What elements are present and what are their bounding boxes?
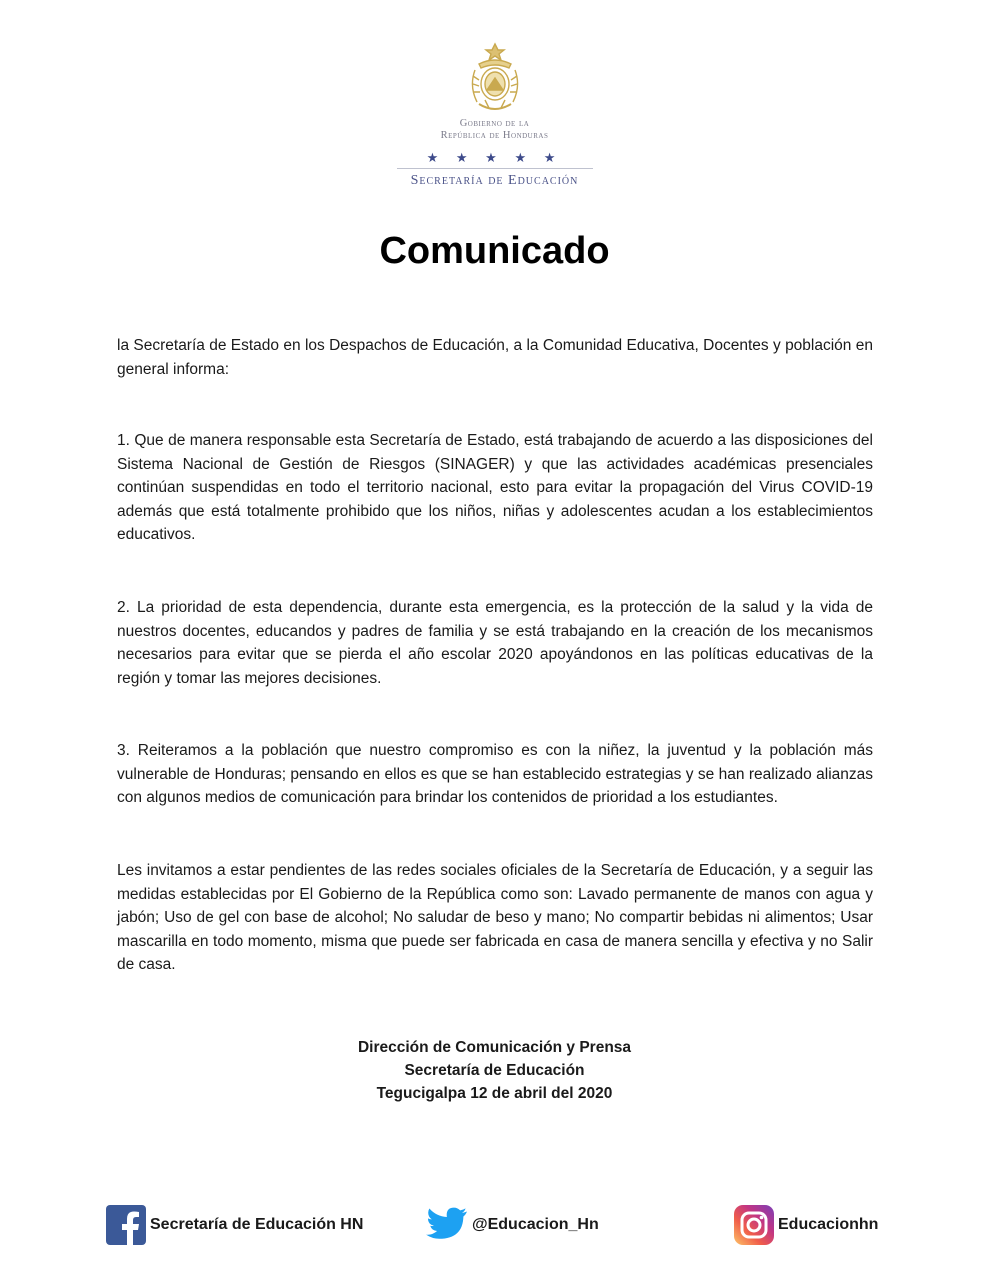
stars-row: ★ ★ ★ ★ ★ bbox=[426, 150, 563, 165]
twitter-link[interactable] bbox=[426, 1204, 599, 1246]
instagram-label: Educacionhn bbox=[778, 1216, 879, 1233]
signature-date: Tegucigalpa 12 de abril del 2020 bbox=[376, 1085, 613, 1102]
instagram-icon bbox=[734, 1205, 774, 1245]
twitter-icon bbox=[426, 1207, 468, 1243]
twitter-label: @Educacion_Hn bbox=[472, 1216, 599, 1233]
ministry-name: Secretaría de Educación bbox=[410, 173, 579, 188]
point-2-paragraph: 2. La prioridad de esta dependencia, durante esta emergencia, es la protección de la salud y la vida de nuestros docentes, educandos y padres de familia y se está trabajando en la creación de los mecanismos necesarios para evitar que se pierda el año escolar 2020 apoyándonos en las políticas educativas de la región y tomar las mejores decisiones. bbox=[117, 599, 873, 687]
point-3-paragraph: 3. Reiteramos a la población que nuestro compromiso es con la niñez, la juventud y la población más vulnerable de Honduras; pensando en ellos es que se han establecido estrategias y se han realizado alianzas con algunos medios de comunicación para brindar los contenidos de prioridad a los estudiantes. bbox=[117, 742, 873, 806]
header-divider bbox=[397, 168, 593, 169]
document-title: Comunicado bbox=[379, 230, 610, 272]
government-line-2: República de Honduras bbox=[440, 130, 549, 141]
facebook-link[interactable] bbox=[106, 1204, 363, 1246]
signature-department: Dirección de Comunicación y Prensa bbox=[357, 1039, 632, 1056]
facebook-label: Secretaría de Educación HN bbox=[150, 1216, 364, 1233]
instagram-link[interactable] bbox=[734, 1204, 878, 1246]
point-1-paragraph: 1. Que de manera responsable esta Secretaría de Estado, está trabajando de acuerdo a las disposiciones del Sistema Nacional de Gestión de Riesgos (SINAGER) y que las actividades académicas presenciales continúan suspendidas en todo el territorio nacional, esto para evitar la propagación del Virus COVID-19 además que está totalmente prohibido que los niños, niñas y adolescentes acudan a los establecimientos educativos. bbox=[117, 432, 873, 543]
facebook-icon bbox=[106, 1205, 146, 1245]
signature-ministry: Secretaría de Educación bbox=[404, 1062, 585, 1079]
closing-paragraph: Les invitamos a estar pendientes de las redes sociales oficiales de la Secretaría de Educación, y a seguir las medidas establecidas por El Gobierno de la República como son: Lavado permanente de manos con agua y jabón; Uso de gel con base de alcohol; No saludar de beso y mano; No compartir bebidas ni alimentos; Usar mascarilla en todo momento, misma que puede ser fabricada en casa de manera sencilla y efectiva y no Salir de casa. bbox=[117, 862, 873, 973]
letterhead bbox=[0, 40, 989, 189]
signature-block bbox=[0, 1036, 989, 1105]
intro-paragraph: la Secretaría de Estado en los Despachos de Educación, a la Comunidad Educativa, Docentes y población en general informa: bbox=[117, 337, 873, 378]
government-line-1: Gobierno de la bbox=[459, 118, 530, 129]
coat-of-arms-icon bbox=[465, 40, 525, 116]
